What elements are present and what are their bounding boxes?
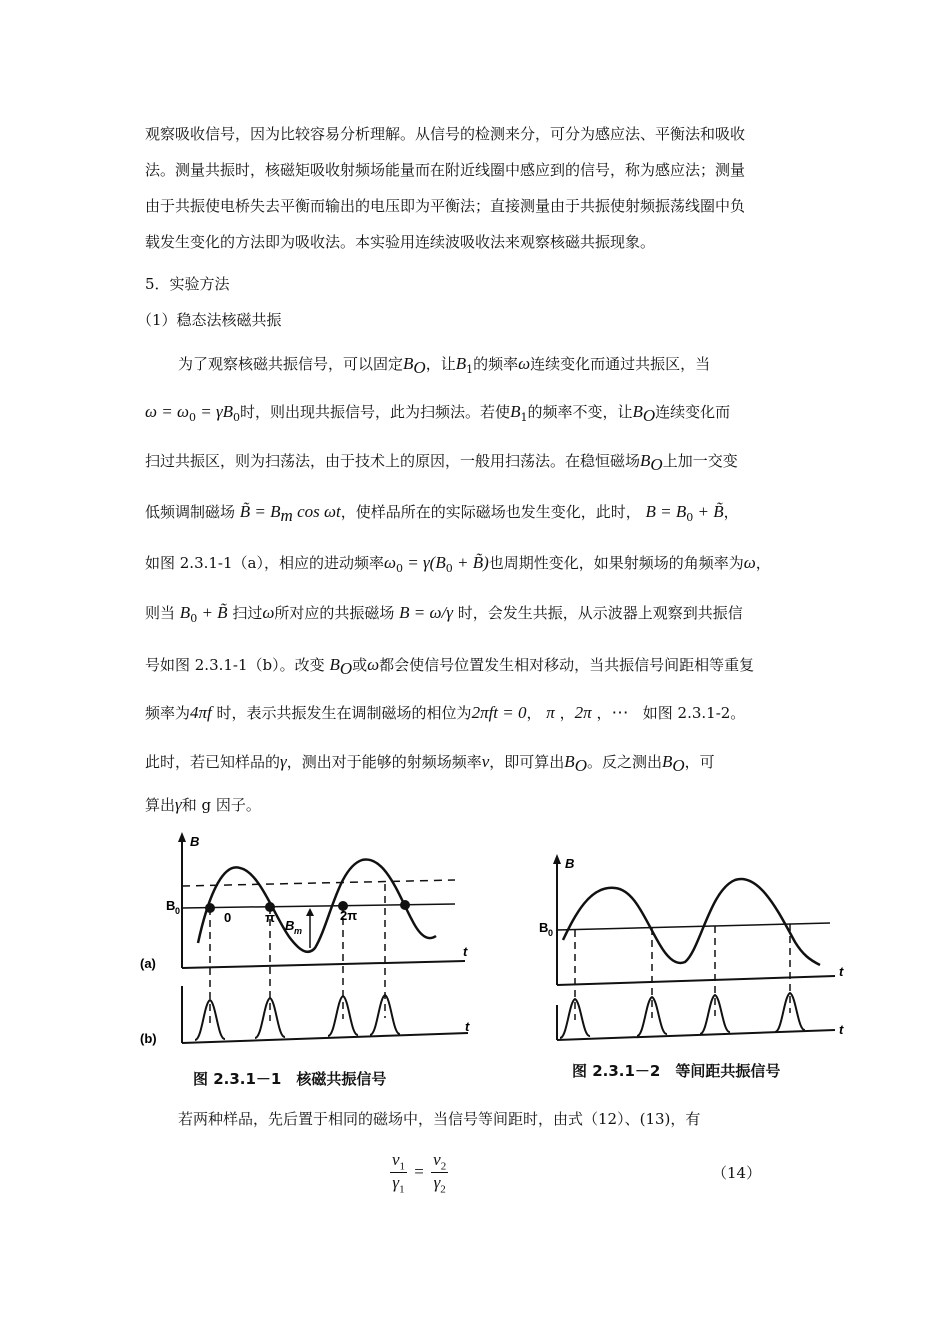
- fraction-right: $\frac{\nu_2}{\gamma_2}$: [433, 1150, 447, 1196]
- text-line: 由于共振使电桥失去平衡而输出的电压即为平衡法；直接测量由于共振使射频振荡线圈中负: [145, 197, 746, 215]
- text-line: 频率为4πf 时，表示共振发生在调制磁场的相位为2πft = 0， π ，2π ，⋯ 如图 2.3.1-2。: [145, 703, 746, 722]
- axis-t-label-b: t: [465, 1019, 470, 1034]
- text-line: 低频调制磁场 B̃ = $B_m$ cos ωt，使样品所在的实际磁场也发生变化，此时， $B = B_0$ + B̃，: [145, 502, 739, 525]
- axis-t-line-a: [182, 961, 465, 968]
- axis-b-label: B: [190, 834, 200, 849]
- axis-t-line-b: [557, 1030, 835, 1040]
- b0-label: B: [166, 898, 176, 913]
- text-line: 号如图 2.3.1-1（b）。改变 $B_O$或ω都会使信号位置发生相对移动，当共振信号间距相等重复: [145, 655, 755, 678]
- panel-b-label: (b): [140, 1031, 157, 1046]
- equation-14: $\frac{\nu_1}{\gamma_1}$ = $\frac{\nu_2}{\gamma_2}$: [392, 1150, 447, 1196]
- text-line: 扫过共振区，则为扫荡法，由于技术上的原因，一般用扫荡法。在稳恒磁场$B_O$上加一交变: [145, 451, 738, 474]
- text-line: 算出γ和 g 因子。: [145, 795, 261, 814]
- figure2-caption: 图 2.3.1－2 等间距共振信号: [572, 1062, 781, 1080]
- text-line: 观察吸收信号，因为比较容易分析理解。从信号的检测来分，可分为感应法、平衡法和吸收: [145, 125, 746, 143]
- b0-label-sub: 0: [548, 928, 554, 938]
- bm-label-sub: m: [294, 926, 303, 936]
- text-line: 若两种样品，先后置于相同的磁场中，当信号等间距时，由式（12）、(13)，有: [178, 1110, 701, 1128]
- panel-a-label: (a): [140, 956, 156, 971]
- text-line: $\omega = \omega_0 = \gamma B_0$时，则出现共振信号，此为扫频法。若使$B_1$的频率不变，让$B_O$连续变化而: [145, 402, 731, 425]
- axis-b-label: B: [565, 856, 575, 871]
- b0-line: [182, 904, 455, 908]
- modulated-field-curve: [563, 879, 820, 965]
- axis-t-label-b: t: [839, 1022, 844, 1037]
- axis-b-arrow: [178, 832, 186, 842]
- equation-number: （14）: [712, 1164, 762, 1182]
- bm-label: B: [285, 918, 295, 933]
- phase-0-label: 0: [224, 910, 232, 925]
- axis-b-arrow: [553, 854, 561, 864]
- text-line: 此时，若已知样品的γ，测出对于能够的射频场频率ν，即可算出$B_O$。反之测出$B_O$，可: [145, 752, 715, 775]
- text-line: 如图 2.3.1-1（a），相应的进动频率$\omega_0 = \gamma(B_0$ + B̃)也周期性变化，如果射频场的角频率为ω，: [145, 553, 771, 575]
- text-line: 为了观察核磁共振信号，可以固定$B_O$，让$B_1$的频率ω连续变化而通过共振区，当: [178, 354, 711, 377]
- figure-nmr-signal: [130, 828, 480, 1058]
- text-line: 则当 $B_0$ + B̃ 扫过ω所对应的共振磁场 B = ω/γ 时，会发生共振，从示波器上观察到共振信: [145, 603, 743, 625]
- phase-2pi-label: 2π: [340, 908, 358, 923]
- signal-pulse: [370, 995, 400, 1035]
- phase-pi-label: π: [265, 910, 275, 925]
- axis-t-line-b: [182, 1033, 468, 1043]
- dashed-peak-line: [182, 880, 455, 886]
- text-line: 载发生变化的方法即为吸收法。本实验用连续波吸收法来观察核磁共振现象。: [145, 233, 656, 251]
- bm-arrow-head: [306, 908, 314, 916]
- figure1-caption: 图 2.3.1－1 核磁共振信号: [193, 1070, 387, 1088]
- text-line: 法。测量共振时，核磁矩吸收射频场能量而在附近线圈中感应到的信号，称为感应法；测量: [145, 161, 746, 179]
- figure-equal-spacing-signal: [535, 850, 855, 1055]
- axis-t-label-a: t: [463, 944, 468, 959]
- axis-t-label-a: t: [839, 964, 844, 979]
- resonance-point: [400, 900, 410, 910]
- section-heading: 5．实验方法: [145, 275, 230, 293]
- subsection-heading: （1）稳态法核磁共振: [137, 311, 282, 329]
- axis-t-line-a: [557, 976, 835, 985]
- fraction-left: $\frac{\nu_1}{\gamma_1}$: [392, 1150, 406, 1196]
- b0-label: B: [539, 920, 549, 935]
- b0-label-sub: 0: [175, 906, 181, 916]
